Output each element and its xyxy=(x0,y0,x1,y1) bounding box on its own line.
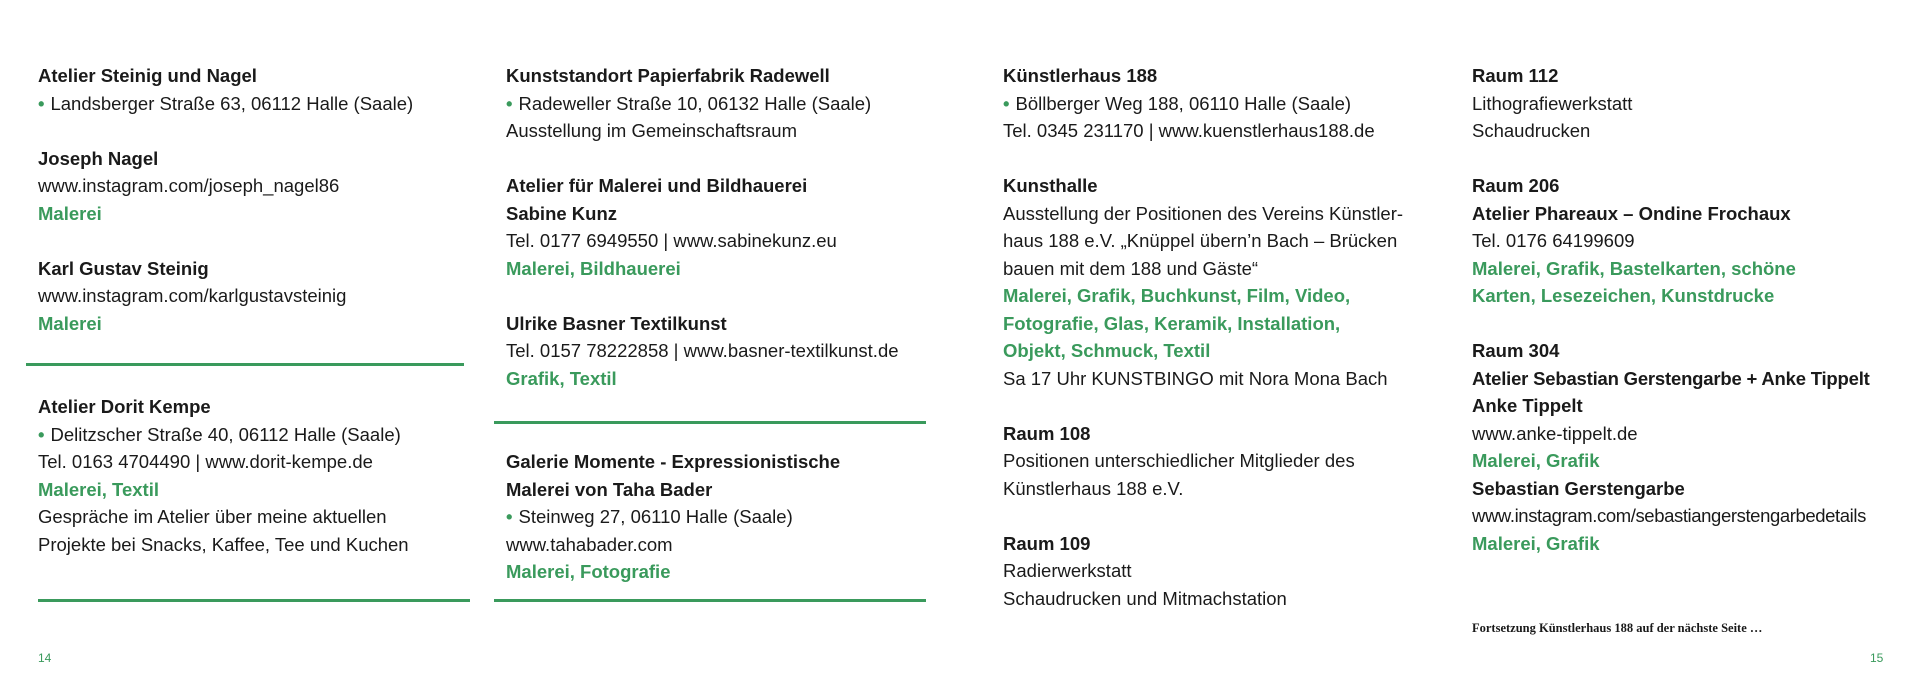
room-title: Raum 206 xyxy=(1472,175,1560,196)
artist-web[interactable]: www.instagram.com/joseph_nagel86 xyxy=(38,175,340,196)
artist-name: Anke Tippelt xyxy=(1472,395,1583,416)
location-dot-icon: • xyxy=(506,92,513,114)
venue-address: • Böllberger Weg 188, 06110 Halle (Saale) xyxy=(1003,92,1352,114)
studio-title: Ulrike Basner Textilkunst xyxy=(506,312,727,334)
gallery-title: Galerie Momente - Expressionistische xyxy=(506,451,841,472)
studio-title: Atelier Phareaux – Ondine Frochaux xyxy=(1472,202,1791,224)
artist-name: Joseph Nagel xyxy=(38,147,159,169)
artist-tags: Grafik, Textil xyxy=(506,367,617,389)
artist-name: Sebastian Gerstengarbe xyxy=(1472,477,1685,499)
gallery-title: Malerei von Taha Bader xyxy=(506,478,713,500)
column-4 xyxy=(1472,62,1912,557)
gallery-address: • Steinweg 27, 06110 Halle (Saale) xyxy=(506,506,793,527)
location-dot-icon: • xyxy=(506,506,513,527)
studio-contact[interactable]: Tel. 0176 64199609 xyxy=(1472,230,1635,251)
venue-title: Kunststandort Papierfabrik Radewell xyxy=(506,65,830,86)
venue-description: Projekte bei Snacks, Kaffee, Tee und Kuchen xyxy=(38,533,409,555)
room-tags: Objekt, Schmuck, Textil xyxy=(1003,340,1211,361)
venue-address: • Delitzscher Straße 40, 06112 Halle (Saale) xyxy=(38,423,401,445)
studio-tags: Malerei, Grafik, Bastelkarten, schöne xyxy=(1472,257,1796,279)
artist-contact[interactable]: Tel. 0177 6949550 | www.sabinekunz.eu xyxy=(506,230,837,251)
venue-title: Atelier Dorit Kempe xyxy=(38,396,211,417)
gallery-web[interactable]: www.tahabader.com xyxy=(506,533,673,555)
artist-web[interactable]: www.instagram.com/sebastiangerstengarbedetails xyxy=(1472,505,1866,526)
artist-web[interactable]: www.anke-tippelt.de xyxy=(1472,422,1638,444)
artist-name: Karl Gustav Steinig xyxy=(38,257,209,279)
location-dot-icon: • xyxy=(38,423,45,445)
divider xyxy=(494,421,926,424)
gallery-tags: Malerei, Fotografie xyxy=(506,561,671,582)
studio-title: Atelier für Malerei und Bildhauerei xyxy=(506,175,808,196)
room-text: Künstlerhaus 188 e.V. xyxy=(1003,477,1184,499)
venue-tags: Malerei, Textil xyxy=(38,478,159,500)
artist-web[interactable]: www.instagram.com/karlgustavsteinig xyxy=(38,285,347,306)
divider xyxy=(494,599,926,602)
room-tags: Malerei, Grafik, Buchkunst, Film, Video, xyxy=(1003,285,1351,306)
venue-contact[interactable]: Tel. 0345 231170 | www.kuenstlerhaus188.de xyxy=(1003,120,1375,141)
venue-address: • Radeweller Straße 10, 06132 Halle (Saale) xyxy=(506,92,872,114)
room-text: bauen mit dem 188 und Gäste“ xyxy=(1003,257,1259,279)
location-dot-icon: • xyxy=(1003,92,1010,114)
room-text: Schaudrucken xyxy=(1472,120,1591,141)
room-text: Lithografiewerkstatt xyxy=(1472,92,1633,114)
venue-title: Atelier Steinig und Nagel xyxy=(38,65,257,86)
column-2-block-2 xyxy=(506,448,946,586)
room-tags: Fotografie, Glas, Keramik, Installation, xyxy=(1003,312,1341,334)
room-text: haus 188 e.V. „Knüppel übern’n Bach – Brücken xyxy=(1003,230,1398,251)
room-title: Raum 304 xyxy=(1472,340,1560,361)
room-title: Raum 108 xyxy=(1003,422,1091,444)
divider xyxy=(26,363,464,366)
artist-tags: Malerei, Grafik xyxy=(1472,532,1600,554)
artist-tags: Malerei, Grafik xyxy=(1472,450,1600,471)
room-title: Kunsthalle xyxy=(1003,175,1098,196)
room-text: Positionen unterschiedlicher Mitglieder des xyxy=(1003,450,1355,471)
venue-description: Gespräche im Atelier über meine aktuellen xyxy=(38,506,387,527)
room-text: Ausstellung der Positionen des Vereins Künstler- xyxy=(1003,202,1404,224)
venue-info: Ausstellung im Gemeinschaftsraum xyxy=(506,120,797,141)
artist-name: Sabine Kunz xyxy=(506,202,618,224)
room-text: Radierwerkstatt xyxy=(1003,560,1132,581)
room-text: Schaudrucken und Mitmachstation xyxy=(1003,587,1287,609)
column-1 xyxy=(38,62,478,337)
venue-contact[interactable]: Tel. 0163 4704490 | www.dorit-kempe.de xyxy=(38,451,373,472)
column-1-block-2 xyxy=(38,393,478,558)
venue-address: • Landsberger Straße 63, 06112 Halle (Saale) xyxy=(38,92,414,114)
column-2 xyxy=(506,62,946,392)
artist-tags: Malerei, Bildhauerei xyxy=(506,257,681,279)
studio-tags: Karten, Lesezeichen, Kunstdrucke xyxy=(1472,285,1775,306)
column-3 xyxy=(1003,62,1443,612)
room-title: Raum 109 xyxy=(1003,532,1091,554)
room-title: Raum 112 xyxy=(1472,65,1559,86)
location-dot-icon: • xyxy=(38,92,45,114)
continuation-note: Fortsetzung Künstlerhaus 188 auf der nächste Seite … xyxy=(1472,621,1763,635)
room-event: Sa 17 Uhr KUNSTBINGO mit Nora Mona Bach xyxy=(1003,367,1388,389)
page-number-left: 14 xyxy=(38,651,52,665)
venue-title: Künstlerhaus 188 xyxy=(1003,65,1158,86)
artist-contact[interactable]: Tel. 0157 78222858 | www.basner-textilkunst.de xyxy=(506,340,899,361)
divider xyxy=(38,599,470,602)
page-number-right: 15 xyxy=(1870,651,1884,665)
artist-tags: Malerei xyxy=(38,202,102,224)
artist-tags: Malerei xyxy=(38,312,102,334)
studio-title: Atelier Sebastian Gerstengarbe + Anke Tippelt xyxy=(1472,367,1870,389)
